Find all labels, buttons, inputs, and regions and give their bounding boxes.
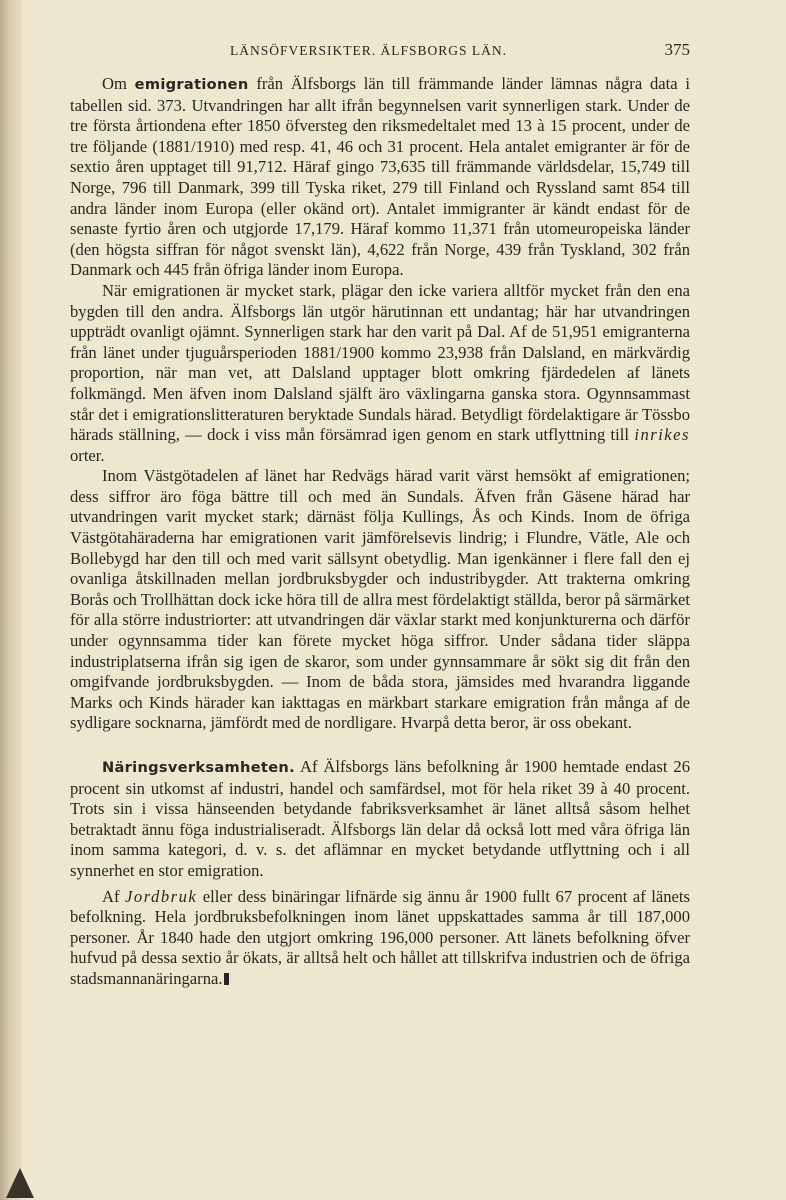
book-spine-shadow (0, 0, 22, 1200)
emphasis-inrikes: inrikes (634, 425, 690, 445)
corner-marker-icon (6, 1168, 34, 1198)
paragraph-emigration: Om emigrationen från Älfsborgs län till främmande länder lämnas några data i tabellen sid. 373. Utvandringen har allt ifrån begynnelsen varit synnerligen stark. Under de tre första årtiondena efter 1850 öfversteg den riksmedeltalet med 13 à 15 procent, under de tre följande (1881/1910) med resp. 41, 46 och 31 procent. Hela antalet emigranter är för de sextio åren upptaget till 91,712. Häraf gingo 73,635 till främmande världsdelar, 15,749 till Norge, 796 till Danmark, 399 till Tyska riket, 279 till Finland och Ryssland samt 854 till andra länder inom Europa (eller okänd ort). Antalet immigranter är kändt endast för de senaste fyrtio åren och utgjorde 17,179. Häraf kommo 11,371 från utomeuropeiska länder (den högsta siffran för något svenskt län), 4,622 från Norge, 439 från Tyskland, 302 från Danmark och 445 från öfriga länder inom Europa. (70, 74, 690, 280)
section-heading-naringsverksamheten: Näringsverksamheten. (102, 759, 295, 776)
keyword-emigrationen: emigrationen (134, 76, 249, 93)
paragraph-naringsverksamheten: Näringsverksamheten. Af Älfsborgs läns befolkning år 1900 hemtade endast 26 procent sin utkomst af industri, handel och samfärdsel, mot för hela riket 39 à 40 procent. Trots sin i vissa hänseenden betydande fabriksverksamhet är länet alltså såsom helhet betraktadt ännu föga industrialiseradt. Älfsborgs län delar då också lott med våra öfriga län inom samma kategori, d. v. s. det aflämnar en mycket betydande utflyttning och i all synnerhet en stor emigration. (70, 757, 690, 880)
paragraph-vastgotadelen: Inom Västgötadelen af länet har Redvägs härad varit värst hemsökt af emigrationen; dess siffror äro föga bättre till och med än Sundals. Äfven från Gäsene härad har utvandringen varit mycket stark; därnäst följa Kullings, Ås och Kinds. Inom de öfriga Västgötahäraderna har emigrationen varit jämförelsevis lindrig; i Flundre, Vätle, Ale och Bollebygd har den till och med varit sällsynt obetydlig. Man igenkänner i flere fall den ej ovanliga åtskillnaden mellan jordbruksbygder och industribygder. Att trakterna omkring Borås och Trollhättan dock icke höra till de allra mest fördelaktigt ställda, beror på särmärket för alla större industriorter: att utvandringen där växlar starkt med konjunkturerna och därför under ogynnsamma tider kan förete mycket höga siffror. Under sådana tider släppa industriplatserna ifrån sig igen de skaror, som under gynnsammare år sökt sig dit från den omgifvande jordbruksbygden. — Inom de båda stora, jämsides med hvarandra liggande Marks och Kinds härader kan iakttagas en märkbart starkare emigration från många af de sydligare socknarna, jämfördt med de nordligare. Hvarpå detta beror, är oss obekant. (70, 466, 690, 733)
book-page (70, 40, 690, 990)
paragraph-dalsland: När emigrationen är mycket stark, plägar den icke variera alltför mycket från den ena bygden till den andra. Älfsborgs län utgör härutinnan ett undantag; här har utvandringen uppträdt ovanligt ojämnt. Synnerligen stark har den varit på Dal. Af de 51,951 emigranterna från länet under tjuguårsperioden 1881/1900 kommo 23,938 från Dalsland, en märkvärdig proportion, när man vet, att Dalsland upptager blott omkring fjärdedelen af länets folkmängd. Men äfven inom Dalsland själft äro växlingarna ganska stora. Ogynnsammast står det i emigrationslitteraturen beryktade Sundals härad. Betydligt fördelaktigare är Tössbo härads ställning, — dock i viss mån försämrad igen genom en stark utflyttning till inrikes orter. (70, 280, 690, 465)
body-text (70, 74, 690, 990)
page-number: 375 (664, 40, 690, 59)
page-header (70, 40, 690, 74)
paragraph-jordbruk: Af Jordbruk eller dess binäringar lifnärde sig ännu år 1900 fullt 67 procent af länets befolkning. Hela jordbruksbefolkningen inom länet uppskattades samma år till 187,000 personer. År 1840 hade den utgjort omkring 196,000 personer. Att länets befolkning öfver hufvud på dessa sextio år ökats, är alltså helt och hållet att tillskrifva industrien och de öfriga stadsmannanäringarna. (70, 886, 690, 988)
emphasis-jordbruk: Jordbruk (125, 886, 198, 906)
end-mark-icon (224, 973, 229, 985)
running-head: LÄNSÖFVERSIKTER. ÄLFSBORGS LÄN. (230, 43, 508, 58)
